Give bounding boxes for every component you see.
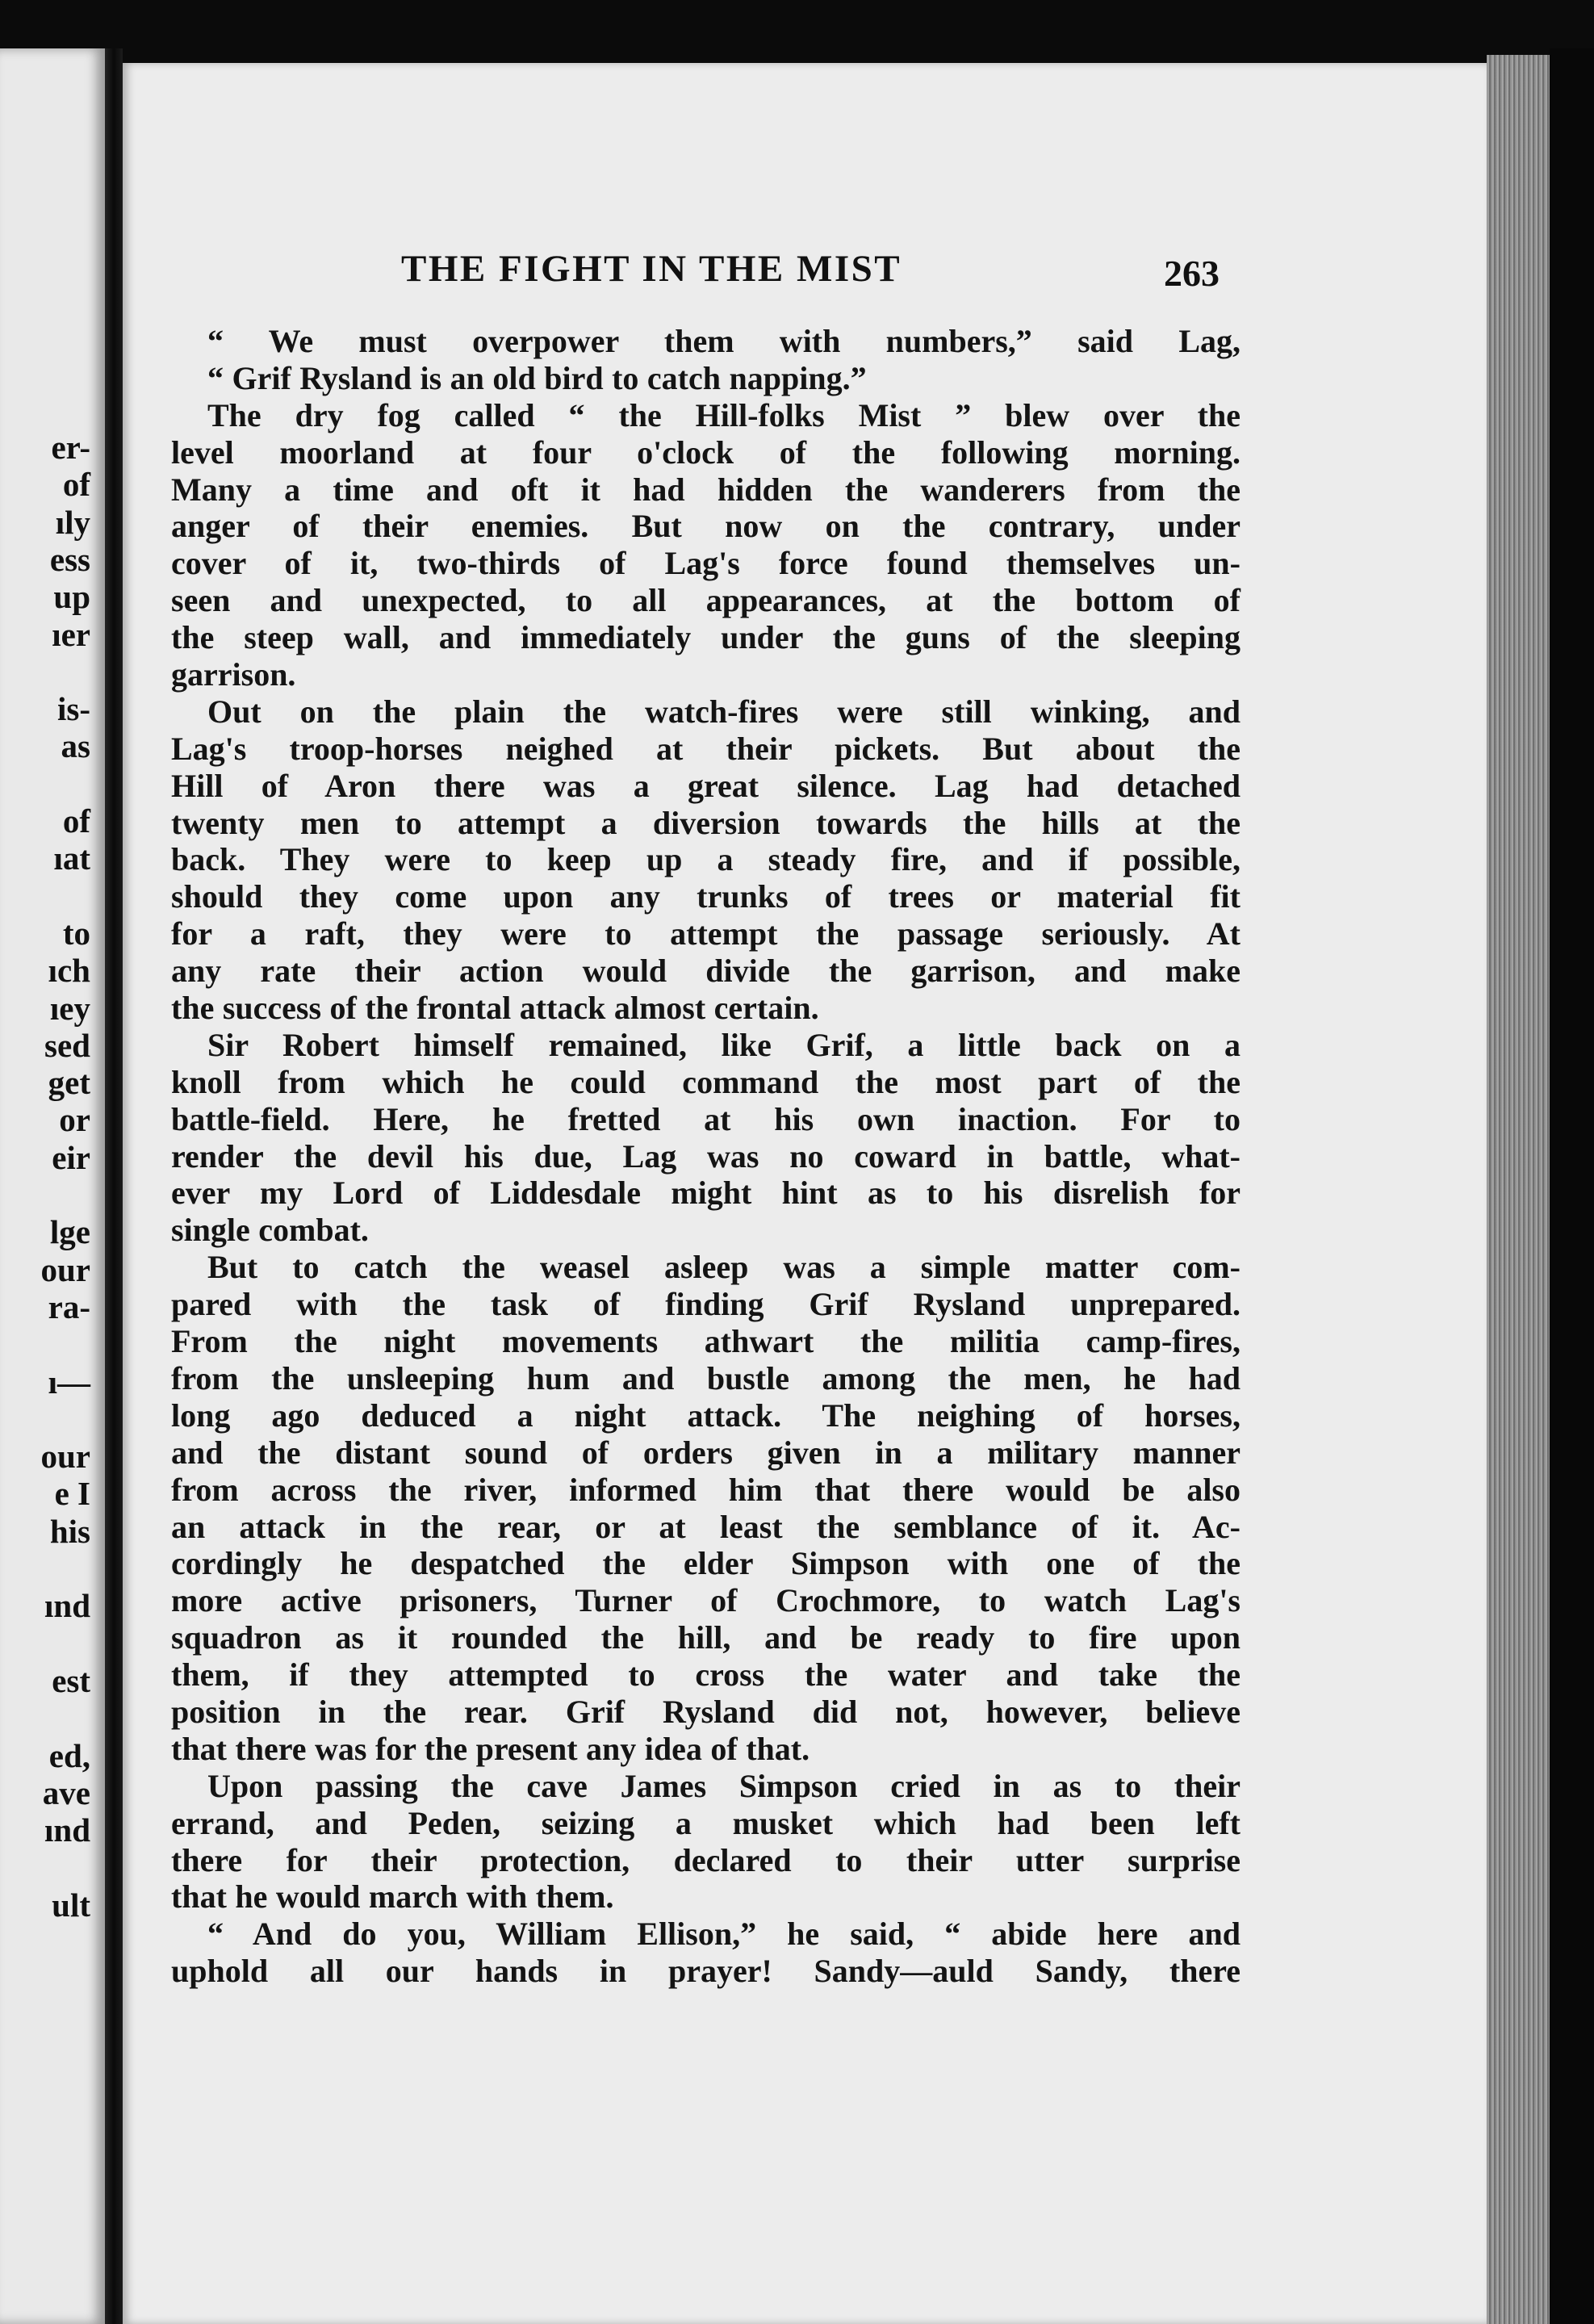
- facing-page-fragment: ıat: [53, 840, 90, 877]
- text-line: Out on the plain the watch-fires were still winking, and: [207, 693, 1240, 730]
- text-line: render the devil his due, Lag was no coward in battle, what-: [171, 1137, 1240, 1175]
- text-line: uphold all our hands in prayer! Sandy—auld Sandy, there: [171, 1953, 1240, 1990]
- text-line: Many a time and oft it had hidden the wanderers from the: [171, 471, 1240, 508]
- facing-page-fragment: lge: [49, 1213, 90, 1251]
- text-line: cordingly he despatched the elder Simpson with one of the: [171, 1545, 1240, 1582]
- text-line: that there was for the present any idea of that.: [171, 1730, 810, 1767]
- facing-page-fragment: ave: [42, 1773, 90, 1811]
- facing-page-fragment: est: [52, 1661, 90, 1699]
- text-line: pared with the task of finding Grif Rysland unprepared.: [171, 1286, 1240, 1323]
- text-line: The dry fog called “ the Hill-folks Mist ” blew over the: [207, 396, 1240, 433]
- text-line: “ We must overpower them with numbers,” said Lag,: [207, 323, 1240, 359]
- page-number: 263: [1164, 253, 1220, 294]
- text-line: seen and unexpected, to all appearances, at the bottom of: [171, 582, 1240, 619]
- text-line: Hill of Aron there was a great silence. Lag had detached: [171, 767, 1240, 804]
- text-line: But to catch the weasel asleep was a simple matter com-: [207, 1249, 1240, 1286]
- facing-page-fragment: ıch: [48, 952, 90, 990]
- facing-page-fragment: ult: [52, 1886, 90, 1924]
- text-line: garrison.: [171, 656, 296, 693]
- text-line: Upon passing the cave James Simpson cried in as to their: [207, 1767, 1240, 1804]
- facing-page-fragment: our: [40, 1250, 90, 1288]
- facing-page-fragment: e I: [54, 1475, 90, 1513]
- text-line: battle-field. Here, he fretted at his own inaction. For to: [171, 1100, 1240, 1137]
- text-line: Sir Robert himself remained, like Grif, a little back on a: [207, 1026, 1240, 1063]
- facing-page-fragment: of: [62, 802, 90, 840]
- facing-page-fragment: sed: [44, 1026, 90, 1064]
- text-line: twenty men to attempt a diversion towards the hills at the: [171, 804, 1240, 841]
- text-line: and the distant sound of orders given in a military manner: [171, 1434, 1240, 1471]
- text-line: anger of their enemies. But now on the contrary, under: [171, 508, 1240, 545]
- facing-page-fragment: our: [40, 1438, 90, 1476]
- facing-page-fragment: of: [62, 466, 90, 504]
- text-line: squadron as it rounded the hill, and be ready to fire upon: [171, 1619, 1240, 1656]
- facing-page-edge: [0, 48, 105, 2324]
- text-line: for a raft, they were to attempt the passage seriously. At: [171, 915, 1240, 953]
- facing-page-fragment: or: [59, 1101, 90, 1139]
- book-page: [123, 63, 1487, 2324]
- text-line: single combat.: [171, 1212, 369, 1249]
- text-line: Lag's troop-horses neighed at their pickets. But about the: [171, 730, 1240, 767]
- facing-page-fragment: eir: [52, 1138, 90, 1176]
- facing-page-fragment: is-: [57, 690, 90, 728]
- facing-page-fragment: ess: [49, 540, 90, 578]
- text-line: the success of the frontal attack almost certain.: [171, 990, 819, 1027]
- facing-page-fragment: er-: [51, 429, 90, 466]
- facing-page-fragment: ıer: [52, 615, 90, 653]
- chapter-title: THE FIGHT IN THE MIST: [401, 248, 902, 290]
- text-line: level moorland at four o'clock of the following morning.: [171, 433, 1240, 471]
- facing-page-fragment: get: [48, 1064, 90, 1102]
- running-head: [123, 247, 1487, 295]
- text-line: from the unsleeping hum and bustle among the men, he had: [171, 1359, 1240, 1396]
- text-line: any rate their action would divide the garrison, and make: [171, 953, 1240, 990]
- book-gutter: [105, 48, 123, 2324]
- text-line: “ And do you, William Ellison,” he said, “ abide here and: [207, 1916, 1240, 1953]
- facing-page-fragment: to: [62, 914, 90, 952]
- text-line: From the night movements athwart the militia camp-fires,: [171, 1323, 1240, 1360]
- text-line: should they come upon any trunks of trees or material fit: [171, 878, 1240, 915]
- facing-page-fragment: ıey: [49, 989, 90, 1027]
- background-edge: [1550, 48, 1594, 2324]
- text-line: there for their protection, declared to their utter surprise: [171, 1841, 1240, 1878]
- facing-page-fragment: ınd: [44, 1587, 90, 1625]
- text-line: errand, and Peden, seizing a musket which had been left: [171, 1804, 1240, 1841]
- text-line: the steep wall, and immediately under the guns of the sleeping: [171, 619, 1240, 656]
- text-line: knoll from which he could command the most part of the: [171, 1063, 1240, 1100]
- text-line: that he would march with them.: [171, 1878, 614, 1916]
- facing-page-fragment: up: [53, 578, 90, 616]
- text-line: ever my Lord of Liddesdale might hint as to his disrelish for: [171, 1175, 1240, 1212]
- text-line: long ago deduced a night attack. The neighing of horses,: [171, 1396, 1240, 1434]
- text-line: more active prisoners, Turner of Crochmore, to watch Lag's: [171, 1582, 1240, 1619]
- facing-page-fragment: ı—: [48, 1363, 90, 1401]
- page-stack-edges: [1487, 55, 1550, 2324]
- facing-page-fragment: ıly: [55, 503, 90, 541]
- text-line: an attack in the rear, or at least the semblance of it. Ac-: [171, 1508, 1240, 1545]
- facing-page-fragment: ınd: [44, 1811, 90, 1849]
- facing-page-fragment: ed,: [48, 1736, 90, 1774]
- facing-page-fragment: as: [61, 727, 90, 765]
- facing-page-fragment: ra-: [48, 1288, 90, 1325]
- facing-page-fragment: his: [49, 1512, 90, 1550]
- text-line: them, if they attempted to cross the water and take the: [171, 1656, 1240, 1694]
- text-line: from across the river, informed him that there would be also: [171, 1471, 1240, 1508]
- text-line: back. They were to keep up a steady fire, and if possible,: [171, 841, 1240, 878]
- text-line: cover of it, two-thirds of Lag's force found themselves un-: [171, 545, 1240, 582]
- text-line: “ Grif Rysland is an old bird to catch napping.”: [207, 359, 867, 396]
- text-line: position in the rear. Grif Rysland did not, however, believe: [171, 1693, 1240, 1730]
- body-text: [171, 323, 1240, 1990]
